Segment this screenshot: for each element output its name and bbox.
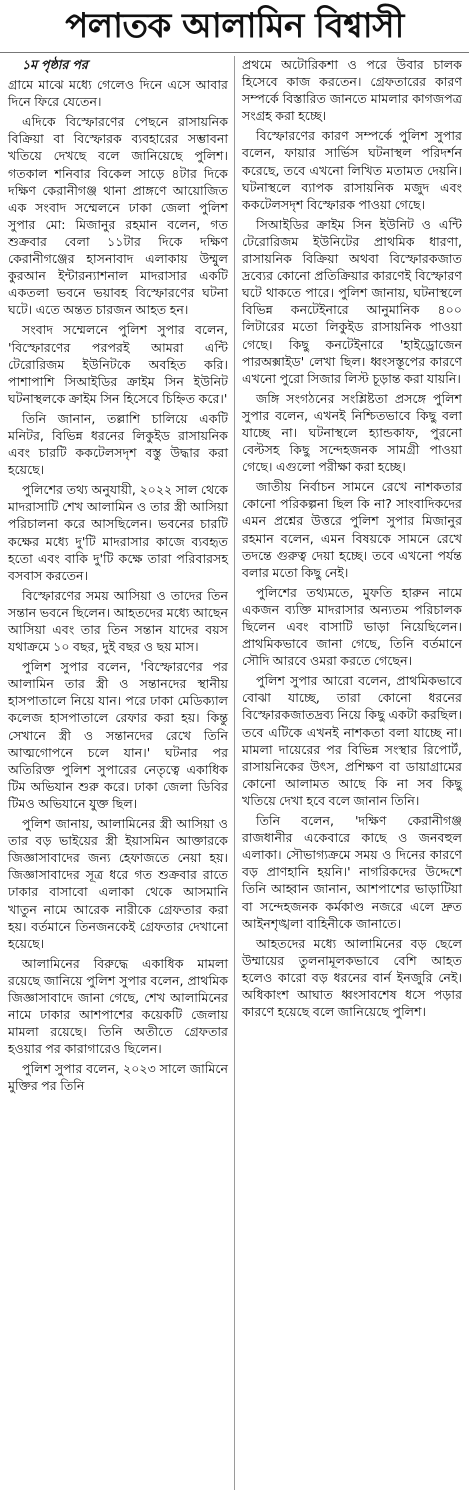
paragraph: পুলিশ জানায়, আলামিনের স্ত্রী আসিয়া ও তার বড় ভাইয়ের স্ত্রী ইয়াসমিন আক্তারকে জিজ্ঞাসাবাদের জন্য হেফাজতে নেয়া হয়। জিজ্ঞাসাবাদের সূত্র ধরে গত শুক্রবার রাতে ঢাকার বাসাবো এলাকা থেকে আসমানি খাতুন নামে আরেক নারীকে গ্রেফতার করা হয়। বর্তমানে তিনজনকেই গ্রেফতার দেখানো হয়েছে। xyxy=(8,816,228,951)
article-body xyxy=(0,56,469,1490)
continuation-note: ১ম পৃষ্ঠার পর xyxy=(22,57,88,72)
paragraph: সংবাদ সম্মেলনে পুলিশ সুপার বলেন, 'বিস্ফোরণের পরপরই আমরা এন্টি টেরোরিজম ইউনিটকে অবহিত করি। পাশাপাশি সিআইডির ক্রাইম সিন ইউনিট ঘটনাস্থলকে ক্রাইম সিন হিসেবে চিহ্নিত করে।' xyxy=(8,322,228,406)
paragraph: প্রথমে অটোরিকশা ও পরে উবার চালক হিসেবে কাজ করতেন। গ্রেফতারের কারণ সম্পর্কে বিস্তারিত জানতে মামলার কাগজপত্র সংগ্রহ করা হচ্ছে। xyxy=(242,57,462,124)
paragraph: পুলিশ সুপার আরো বলেন, প্রাথমিকভাবে বোঝা যাচ্ছে, তারা কোনো ধরনের বিস্ফোরকজাতদ্রব্য নিয়ে কিছু একটা করছিল। তবে এটিকে এখনই নাশকতা বলা যাচ্ছে না। মামলা দায়েরের পর বিভিন্ন সংস্থার রিপোর্ট, রাসায়নিকের উৎস, প্রশিক্ষণ বা ডায়াগ্রামের কোনো আলামত আছে কি না সব কিছু খতিয়ে দেখা হবে বলে জানান তিনি। xyxy=(242,673,462,808)
paragraph: বিস্ফোরণের সময় আসিয়া ও তাদের তিন সন্তান ভবনে ছিলেন। আহতদের মধ্যে আছেন আসিয়া এবং তার তিন সন্তান যাদের বয়স যথাক্রমে ১০ বছর, দুই বছর ও ছয় মাস। xyxy=(8,587,228,655)
paragraph: তিনি বলেন, 'দক্ষিণ কেরানীগঞ্জ রাজধানীর একেবারে কাছে ও জনবহুল এলাকা। সৌভাগ্যক্রমে সময় ও দিনের কারণে বড় প্রাণহানি হয়নি।' নাগরিকদের উদ্দেশে তিনি আহ্বান জানান, আশপাশের ভাড়াটিয়া বা সন্দেহজনক কর্মকাণ্ড নজরে এলে দ্রুত আইনশৃঙ্খলা বাহিনীকে জানাতে। xyxy=(242,813,462,931)
column-left xyxy=(0,56,234,1490)
headline: পলাতক আলামিন বিশ্বাসী xyxy=(0,0,469,53)
paragraph: আহতদের মধ্যে আলামিনের বড় ছেলে উম্মায়ের তুলনামূলকভাবে বেশি আহত হলেও কারো বড় ধরনের বার্ন ইনজুরি নেই। অধিকাংশ আঘাত ধ্বংসাবশেষ ধসে পড়ার কারণে হয়েছে বলে জানিয়েছে পুলিশ। xyxy=(242,935,462,1020)
column-right xyxy=(234,56,468,1490)
paragraph: পুলিশ সুপার বলেন, 'বিস্ফোরণের পর আলামিন তার স্ত্রী ও সন্তানদের স্থানীয় হাসপাতালে নিয়ে যান। পরে ঢাকা মেডিক্যাল কলেজ হাসপাতালে রেফার করা হয়। কিন্তু সেখানে স্ত্রী ও সন্তানদের রেখে তিনি আত্মগোপনে চলে যান।' ঘটনার পর অতিরিক্ত পুলিশ সুপারের নেতৃত্বে একাধিক টিম অভিযান শুরু করে। ঢাকা জেলা ডিবির টিমও অভিযানে যুক্ত ছিল। xyxy=(8,659,228,811)
paragraph: গ্রামে মাঝে মধ্যে গেলেও দিনে এসে আবার দিনে ফিরে যেতেন। xyxy=(8,77,228,110)
paragraph: এদিকে বিস্ফোরণের পেছনে রাসায়নিক বিক্রিয়া বা বিস্ফোরক ব্যবহারের সম্ভাবনা খতিয়ে দেখছে বলে জানিয়েছে পুলিশ। গতকাল শনিবার বিকেল সাড়ে ৪টার দিকে দক্ষিণ কেরানীগঞ্জ থানা প্রাঙ্গণে আয়োজিত এক সংবাদ সম্মেলনে ঢাকা জেলা পুলিশ সুপার মো: মিজানুর রহমান বলেন, গত শুক্রবার বেলা ১১টার দিকে দক্ষিণ কেরানীগঞ্জের হাসনাবাদ এলাকায় উম্মুল কুরআন ইন্টারন্যাশনাল মাদরাসার একটি একতলা ভবনে ভয়াবহ বিস্ফোরণের ঘটনা ঘটে। এতে অন্তত চারজন আহত হন। xyxy=(8,114,228,318)
paragraph: আলামিনের বিরুদ্ধে একাধিক মামলা রয়েছে জানিয়ে পুলিশ সুপার বলেন, প্রাথমিক জিজ্ঞাসাবাদে জানা গেছে, শেখ আলামিনের নামে ঢাকার আশপাশের কয়েকটি জেলায় মামলা রয়েছে। তিনি অতীতে গ্রেফতার হওয়ার পর কারাগারেও ছিলেন। xyxy=(8,955,228,1057)
paragraph: পুলিশ সুপার বলেন, ২০২৩ সালে জামিনে মুক্তির পর তিনি xyxy=(8,1061,228,1094)
paragraph: পুলিশের তথ্যমতে, মুফতি হারুন নামে একজন ব্যক্তি মাদরাসার অন্যতম পরিচালক ছিলেন এবং বাসাটি ভাড়া নিয়েছিলেন। প্রাথমিকভাবে জানা গেছে, তিনি বর্তমানে সৌদি আরবে ওমরা করতে গেছেন। xyxy=(242,584,462,669)
paragraph: সিআইডির ক্রাইম সিন ইউনিট ও এন্টি টেরোরিজম ইউনিটের প্রাথমিক ধারণা, রাসায়নিক বিক্রিয়া অথবা বিস্ফোরকজাত দ্রব্যের কোনো প্রতিক্রিয়ার কারণেই বিস্ফোরণ ঘটে থাকতে পারে। পুলিশ জানায়, ঘটনাস্থলে বিভিন্ন কনটেইনারে আনুমানিক ৪০০ লিটারের মতো লিকুইড রাসায়নিক পাওয়া গেছে। কিছু কনটেইনারে 'হাইড্রোজেন পারঅক্সাইড' লেখা ছিল। ধ্বংসস্তূপের কারণে এখনো পুরো সিজার লিস্ট চূড়ান্ত করা যায়নি। xyxy=(242,216,462,386)
paragraph: জাতীয় নির্বাচন সামনে রেখে নাশকতার কোনো পরিকল্পনা ছিল কি না? সাংবাদিকদের এমন প্রশ্নের উত্তরে পুলিশ সুপার মিজানুর রহমান বলেন, এমন বিষয়কে সামনে রেখে তদন্তে গুরুত্ব দেয়া হচ্ছে। তবে এখনো পর্যন্ত বলার মতো কিছু নেই। xyxy=(242,479,462,580)
paragraph: তিনি জানান, তল্লাশি চালিয়ে একটি মনিটর, বিভিন্ন ধরনের লিকুইড রাসায়নিক এবং চারটি ককটেলসদৃশ বস্তু উদ্ধার করা হয়েছে। xyxy=(8,410,228,478)
paragraph: বিস্ফোরণের কারণ সম্পর্কে পুলিশ সুপার বলেন, ফায়ার সার্ভিস ঘটনাস্থল পরিদর্শন করেছে, তবে এখনো লিখিত মতামত দেয়নি। ঘটনাস্থলে ব্যাপক রাসায়নিক মজুদ এবং ককটেলসদৃশ বিস্ফোরক পাওয়া গেছে। xyxy=(242,128,462,212)
paragraph: জঙ্গি সংগঠনের সংশ্লিষ্টতা প্রসঙ্গে পুলিশ সুপার বলেন, এখনই নিশ্চিতভাবে কিছু বলা যাচ্ছে না। ঘটনাস্থলে হ্যান্ডকাফ, পুরনো বেল্টসহ কিছু সন্দেহজনক সামগ্রী পাওয়া গেছে। এগুলো পরীক্ষা করা হচ্ছে। xyxy=(242,390,462,475)
paragraph: পুলিশের তথ্য অনুযায়ী, ২০২২ সাল থেকে মাদরাসাটি শেখ আলামিন ও তার স্ত্রী আসিয়া পরিচালনা করে আসছিলেন। ভবনের চারটি কক্ষের মধ্যে দু'টি মাদরাসার কাজে ব্যবহৃত হতো এবং বাকি দু'টি কক্ষে তারা পরিবারসহ বসবাস করতেন। xyxy=(8,482,228,583)
